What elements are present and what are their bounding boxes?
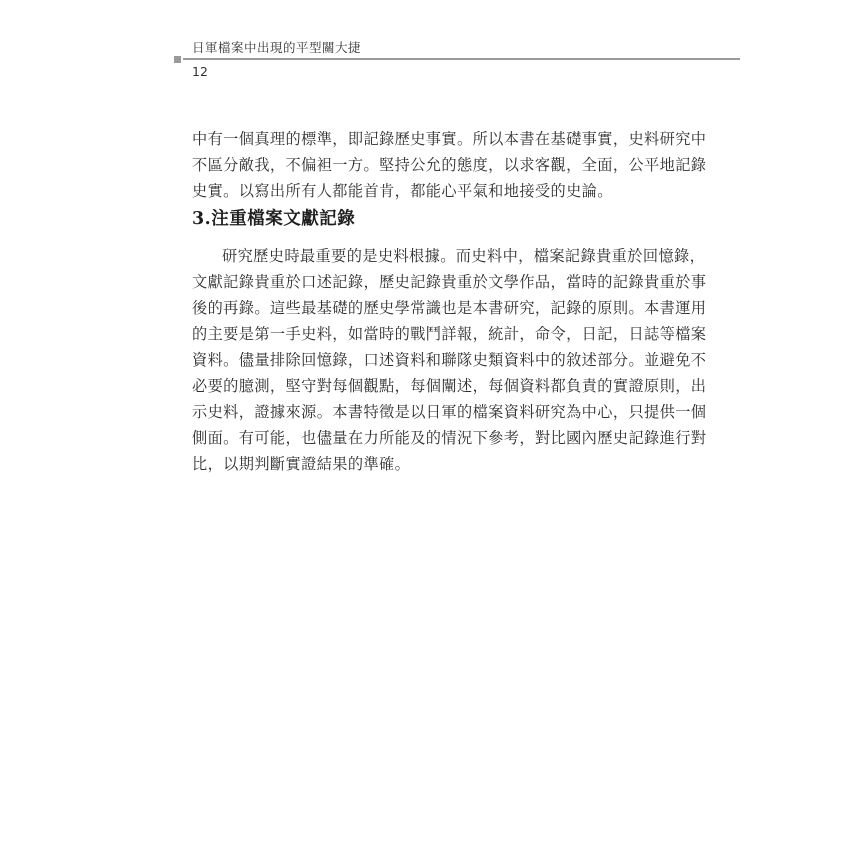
header-square-marker [174, 56, 181, 63]
header-rule [183, 58, 740, 60]
paragraph-line: 示史料，證據來源。本書特徵是以日軍的檔案資料研究為中心，只提供一個 [192, 403, 707, 421]
paragraph-line: 必要的臆測，堅守對每個觀點，每個闡述，每個資料都負責的實證原則，出 [192, 377, 707, 395]
section-heading: 3.注重檔案文獻記錄 [192, 209, 356, 229]
paragraph-line: 文獻記錄貴重於口述記錄，歷史記錄貴重於文學作品，當時的記錄貴重於事 [192, 273, 707, 291]
paragraph-line: 比，以期判斷實證結果的準確。 [192, 455, 411, 473]
paragraph-line: 側面。有可能，也儘量在力所能及的情況下參考，對比國內歷史記錄進行對 [192, 429, 707, 447]
paragraph-1 [192, 126, 707, 204]
page-number: 12 [192, 64, 208, 79]
paragraph-line: 資料。儘量排除回憶錄，口述資料和聯隊史類資料中的敘述部分。並避免不 [192, 351, 707, 369]
paragraph-line: 中有一個真理的標準，即記錄歷史事實。所以本書在基礎事實，史料研究中 [192, 130, 707, 148]
paragraph-line: 後的再錄。這些最基礎的歷史學常識也是本書研究，記錄的原則。本書運用 [192, 299, 707, 317]
paragraph-line: 的主要是第一手史料，如當時的戰鬥詳報，統計，命令，日記，日誌等檔案 [192, 325, 707, 343]
paragraph-2 [192, 243, 707, 477]
paragraph-line: 不區分敵我，不偏袒一方。堅持公允的態度，以求客觀，全面，公平地記錄 [192, 156, 707, 174]
running-header-title: 日軍檔案中出現的平型關大捷 [192, 40, 362, 55]
paragraph-line: 研究歷史時最重要的是史料根據。而史料中，檔案記錄貴重於回憶錄， [222, 247, 706, 265]
running-header [174, 38, 740, 78]
paragraph-line: 史實。以寫出所有人都能首肯，都能心平氣和地接受的史論。 [192, 182, 613, 200]
